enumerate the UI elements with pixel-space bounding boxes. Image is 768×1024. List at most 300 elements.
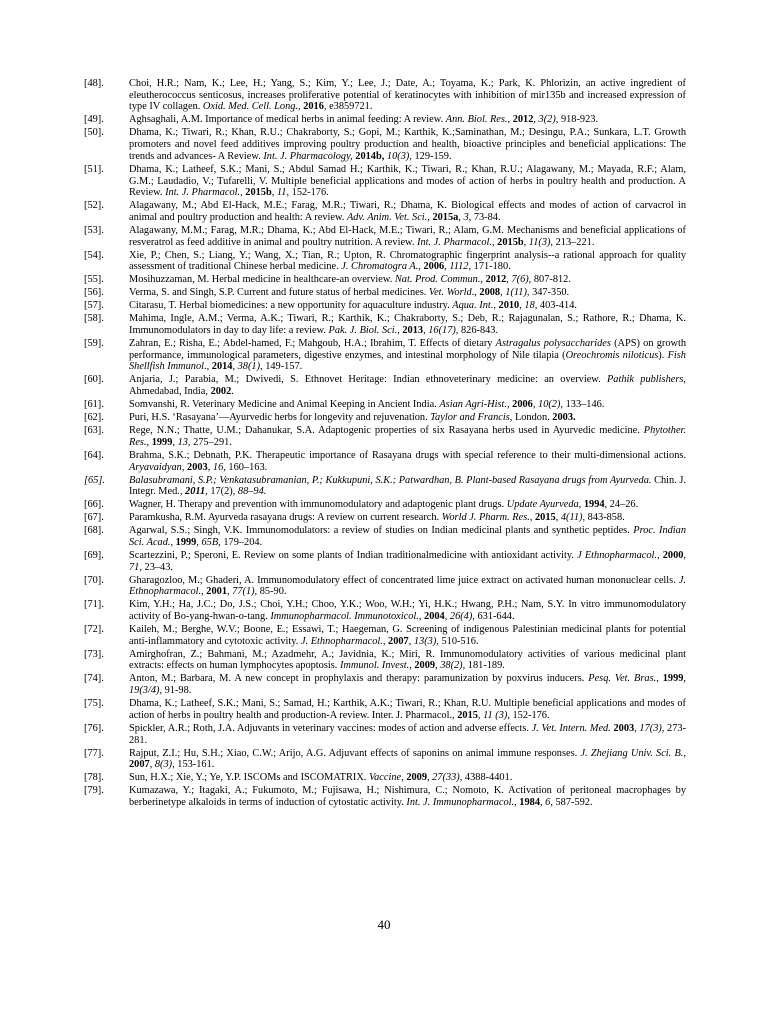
reference-text-segment: ,	[226, 586, 233, 598]
reference-text-segment: 11(3),	[528, 236, 554, 248]
reference-text-segment: 631-644.	[474, 611, 515, 623]
reference-text-segment: ,	[172, 436, 178, 448]
reference-text	[129, 475, 686, 498]
reference-number: [50].	[84, 127, 104, 139]
reference-item	[84, 374, 686, 397]
reference-text-segment: ,	[656, 673, 663, 685]
reference-text-segment: .,	[471, 287, 480, 299]
reference-text	[129, 412, 686, 424]
reference-text-segment: , 347-350.	[526, 287, 570, 299]
reference-text-segment: Update Ayurveda	[506, 499, 579, 511]
reference-number: [58].	[84, 313, 104, 325]
reference-text-segment: Int. J. Immunopharmacol.	[406, 796, 515, 808]
reference-text-segment: Asian Agri-Hist.	[439, 399, 507, 411]
reference-text-segment: ,	[408, 635, 414, 647]
reference-text-segment: Agarwal, S.S.; Singh, V.K. Immunomodulators: a review of studies on Indian medicinal plants and synthetic peptides.	[129, 525, 634, 537]
reference-text-segment: ,	[634, 722, 640, 734]
reference-text	[129, 575, 686, 598]
reference-item	[84, 338, 686, 373]
page-number: 40	[377, 917, 391, 932]
reference-text-segment: Scartezzini, P.; Speroni, E. Review on some plants of Indian traditionalmedicine with antioxidant activity.	[129, 549, 578, 561]
reference-text	[129, 399, 686, 411]
reference-text-segment: ,	[170, 536, 176, 548]
reference-text-segment: 2003	[613, 722, 635, 734]
reference-text-segment: , London.	[509, 412, 553, 424]
reference-text-segment: 133–146.	[563, 399, 605, 411]
reference-text-segment: 2010	[498, 300, 520, 312]
reference-text-segment: Anton, M.; Barbara, M. A new concept in prophylaxis and therapy: paramunization by poxvirus inducers.	[129, 673, 589, 685]
reference-text-segment: ,	[683, 549, 686, 561]
reference-item	[84, 475, 686, 498]
reference-text-segment: ,	[207, 461, 213, 473]
reference-number: [53].	[84, 224, 104, 236]
reference-text	[129, 425, 686, 448]
reference-text-segment: Pak. J. Biol. Sci.	[328, 325, 398, 337]
reference-text-segment: Oreochromis niloticus	[565, 349, 659, 361]
reference-item	[84, 499, 686, 511]
reference-text-segment: , 152-176.	[507, 709, 550, 721]
reference-text-segment: Spickler, A.R.; Roth, J.A. Adjuvants in veterinary vaccines: modes of action and adverse effects.	[129, 722, 532, 734]
reference-text-segment: .	[231, 386, 234, 398]
reference-text-segment: ,	[181, 461, 188, 473]
reference-text-segment: Aghsaghali, A.M. Importance of medical herbs in animal feeding: A review.	[129, 114, 446, 126]
reference-text-segment: ,	[492, 236, 498, 248]
reference-text	[129, 338, 686, 373]
reference-text-segment: ,	[458, 211, 464, 223]
reference-item	[84, 127, 686, 162]
reference-text-segment: Rajput, Z.I.; Hu, S.H.; Xiao, C.W.; Arijo, A.G. Adjuvant effects of saponins on animal immune responses.	[129, 747, 581, 759]
reference-text-segment: Kumazawa, Y.; Itagaki, A.; Fukumoto, M.; Fujisawa, H.; Nishimura, C.; Nomoto, K. Activation of peritoneal macrophages by berberinetype alkaloids in terms of induction of cytostatic activity.	[129, 785, 686, 808]
reference-item	[84, 550, 686, 573]
reference-number: [65].	[84, 474, 105, 486]
reference-text-segment: 10(3),	[386, 150, 412, 162]
reference-text-segment: ,	[427, 772, 433, 784]
reference-text-segment: Astragalus polysaccharides	[495, 338, 611, 350]
reference-text-segment: 2003.	[552, 412, 576, 424]
reference-text-segment: (APS) on growth performance, immunological parameters, digestive enzymes, and intestinal morphology of Nile tilapia (	[129, 338, 687, 361]
reference-item	[84, 785, 686, 808]
reference-text-segment: Kaileh, M.; Berghe, W.V.; Boone, E.; Essawi, T.; Haegeman, G. Screening of indigenous Palestinian medicinal plants for potential anti-inflammatory and cytotoxic activity.	[129, 624, 686, 647]
reference-text-segment: Anjaria, J.; Parabia, M.; Dwivedi, S. Ethnovet Heritage: Indian ethnoveterinary medicine: an overview.	[129, 374, 607, 386]
reference-text-segment: 2015b	[245, 187, 272, 199]
reference-text-segment: Chin. J. Integr. Med	[129, 474, 686, 498]
reference-text-segment: 273-281.	[129, 722, 687, 746]
reference-text-segment: Amirghofran, Z.; Bahmani, M.; Azadmehr, A.; Javidnia, K.; Miri, R. Immunomodulatory activities of various medicinal plant extracts: effects on human lymphocytes apoptosis.	[129, 648, 686, 672]
reference-text-segment: Gharagozloo, M.; Ghaderi, A. Immunomodulatory effect of concentrated lime juice extract on activated human mononuclear cells.	[129, 574, 679, 586]
reference-text-segment: 3	[463, 211, 469, 223]
reference-text-segment: 11	[276, 187, 287, 199]
reference-text-segment: ,	[444, 261, 450, 273]
reference-text-segment: 16	[212, 461, 224, 473]
reference-text-segment: Aryavaidyan	[129, 461, 182, 473]
reference-text-segment: , 23–43.	[139, 561, 173, 573]
reference-text-segment: ,	[555, 512, 561, 524]
reference-text-segment: ,	[397, 325, 403, 337]
reference-text	[129, 450, 686, 473]
reference-text-segment: Alagawany, M.M.; Farag, M.R.; Dhama, K.; Abd El-Hack, M.E.; Tiwari, R.; Alam, G.M. Mechanisms and beneficial applications of resveratrol as feed additive in animal and poultry nutrition. A review.	[129, 224, 686, 248]
reference-item	[84, 698, 686, 721]
reference-text-segment: 4388-4401.	[462, 772, 513, 784]
reference-text-segment: ,	[523, 236, 529, 248]
reference-number: [64].	[84, 449, 104, 461]
reference-item	[84, 525, 686, 548]
reference-item	[84, 673, 686, 696]
reference-text-segment: ,	[423, 325, 429, 337]
reference-text-segment: 2001	[206, 586, 227, 598]
reference-text	[129, 550, 686, 573]
reference-text-segment: Int. J. Pharmacology,	[263, 150, 353, 162]
reference-text-segment: ,	[149, 759, 155, 771]
reference-number: [76].	[84, 722, 104, 734]
reference-text-segment: 3(2),	[538, 114, 559, 126]
reference-text-segment: 1(11)	[505, 287, 527, 299]
reference-text-segment: 2014b,	[355, 150, 385, 162]
reference-text-segment: 2007	[129, 759, 150, 771]
reference-text-segment: 807-812.	[531, 274, 571, 286]
reference-item	[84, 399, 686, 411]
reference-text	[129, 225, 686, 248]
reference-number: [72].	[84, 624, 104, 636]
reference-text-segment: Fish Shellfish Immunol	[129, 349, 686, 373]
reference-text-segment: 1999	[151, 436, 173, 448]
reference-text-segment: Paramkusha, R.M. Ayurveda rasayana drugs: A review on current research.	[129, 512, 442, 524]
reference-text-segment: Taylor and Francis	[430, 412, 510, 424]
reference-text-segment: 19(3/4),	[129, 685, 163, 697]
reference-text-segment: Dhama, K.; Tiwari, R.; Khan, R.U.; Chakraborty, S.; Gopi, M.; Karthik, K.;Saminathan, M.; Desingu, P.A.; Sunkara, L.T. Growth promoters and novel feed additives improving poultry production and health, bioactive principles and beneficial applications: The trends and advances- A Review.	[129, 127, 686, 162]
reference-number: [68].	[84, 525, 104, 537]
reference-text-segment: 129-159.	[411, 150, 452, 162]
reference-text-segment: Vaccine,	[368, 772, 404, 784]
reference-text-segment: ,	[232, 361, 238, 373]
reference-text-segment: Choi, H.R.; Nam, K.; Lee, H.; Yang, S.; Kim, Y.; Lee, J.; Date, A.; Toyama, K.; Park, K. Phlorizin, an active ingredient of eleutherococcus senticosus, increases proliferative potential of keratinocytes with inhibition of mir135b and increased expression of type IV collagen.	[129, 78, 686, 113]
reference-item	[84, 274, 686, 286]
reference-item	[84, 78, 686, 113]
reference-item	[84, 723, 686, 746]
reference-text-segment: ,	[418, 261, 424, 273]
reference-item	[84, 300, 686, 312]
reference-text-segment: 2011	[185, 486, 206, 498]
reference-text-segment: Int. J. Pharmacol.	[417, 236, 492, 248]
reference-text-segment: ,	[519, 300, 525, 312]
reference-text-segment: , 73-84.	[468, 211, 501, 223]
reference-item	[84, 225, 686, 248]
reference-number: [73].	[84, 648, 104, 660]
reference-text-segment: 26(4),	[449, 611, 475, 623]
reference-text-segment: 8(3),	[154, 759, 175, 771]
reference-text-segment: 403-414.	[537, 300, 577, 312]
reference-text-segment: 6	[545, 796, 551, 808]
reference-text-segment: 2009	[414, 660, 436, 672]
reference-text	[129, 164, 686, 199]
reference-text-segment: 826-843.	[458, 325, 499, 337]
reference-text-segment: Pathik publishers	[606, 374, 684, 386]
reference-text-segment: 85-90.	[257, 586, 287, 598]
reference-text-segment: 213–221.	[553, 236, 595, 248]
reference-text-segment: 17(3),	[639, 722, 665, 734]
reference-text-segment: J. Zhejiang Univ. Sci. B.	[580, 747, 684, 759]
reference-text-segment: ,	[578, 499, 584, 511]
reference-text-segment: Immunol. Invest.	[339, 660, 410, 672]
reference-item	[84, 599, 686, 622]
reference-text-segment: 2003	[187, 461, 208, 473]
reference-text-segment: ,	[271, 187, 277, 199]
reference-number: [57].	[84, 300, 104, 312]
reference-text-segment: Phytother. Res.	[129, 425, 686, 448]
reference-text	[129, 673, 686, 696]
reference-text-segment: 2015	[457, 709, 478, 721]
reference-number: [69].	[84, 549, 104, 561]
reference-number: [67].	[84, 512, 104, 524]
reference-text-segment: Wagner, H. Therapy and prevention with immunomodulatory and adaptogenic plant drugs.	[129, 499, 507, 511]
reference-text-segment: World J. Pharm. Res.	[441, 512, 530, 524]
reference-number: [70].	[84, 574, 104, 586]
reference-item	[84, 772, 686, 784]
reference-text-segment: Puri, H.S. ‘Rasayana’—Ayurvedic herbs for longevity and rejuvenation.	[129, 412, 431, 424]
reference-text-segment: J. Ethnopharmacol.	[300, 635, 383, 647]
reference-text-segment: 4(11),	[560, 512, 586, 524]
reference-text-segment: 77(1),	[232, 586, 258, 598]
reference-text-segment: Nat. Prod. Commun.	[394, 274, 481, 286]
reference-text-segment: ,	[493, 300, 499, 312]
reference-text-segment: Adv. Anim. Vet. Sci.	[346, 211, 428, 223]
reference-text-segment: ,	[409, 660, 415, 672]
reference-number: [62].	[84, 412, 104, 424]
reference-text-segment: Oxid. Med. Cell. Long.	[202, 101, 299, 113]
reference-text-segment: 918-923.	[558, 114, 599, 126]
reference-text-segment: Pesq. Vet. Bras.	[588, 673, 657, 685]
reference-text-segment: , e3859721.	[323, 101, 373, 113]
reference-text-segment: ,	[683, 673, 687, 685]
reference-text	[129, 374, 686, 397]
reference-text-segment: Balasubramani, S.P.; Venkatasubramanian, P.; Kukkupuni, S.K.; Patwardhan, B. Plant-based Rasayana drugs from Ayurveda.	[129, 474, 652, 486]
reference-text-segment: Somvanshi, R. Veterinary Medicine and Animal Keeping in Ancient India.	[129, 399, 440, 411]
reference-text-segment: 2008	[479, 287, 501, 299]
reference-text-segment: 88–94.	[237, 486, 267, 498]
reference-item	[84, 649, 686, 672]
reference-text	[129, 114, 686, 126]
reference-text-segment: 91-98.	[162, 685, 192, 697]
reference-text-segment: 65B	[201, 536, 219, 548]
reference-text-segment: ,	[444, 611, 450, 623]
reference-text-segment: ,	[477, 709, 484, 721]
reference-text-segment: ,	[683, 747, 686, 759]
reference-text-segment: 27(33),	[432, 772, 463, 784]
reference-text-segment: Vet. World	[428, 287, 472, 299]
reference-text-segment: 71	[129, 561, 140, 573]
reference-number: [54].	[84, 249, 104, 261]
reference-text-segment: Citarasu, T. Herbal biomedicines: a new opportunity for aquaculture industry.	[129, 300, 453, 312]
reference-text-segment: Aqua. Int.	[452, 300, 494, 312]
reference-text	[129, 649, 686, 672]
reference-text-segment: 2009	[406, 772, 427, 784]
reference-text-segment: , 171-180.	[468, 261, 511, 273]
reference-number: [56].	[84, 287, 104, 299]
reference-text-segment: Dhama, K.; Latheef, S.K.; Mani, S.; Abdul Samad H.; Karthik, K.; Tiwari, R.; Khan, R.U.; Alagawany, M.; Mayada, R.F.; Alam, G.M.; Laudadio, V.; Tufarelli, V. Multiple beneficial applications and modes of action of herbs in poultry health and production. A Review.	[129, 163, 686, 199]
reference-text-segment: Kim, Y.H.; Ha, J.C.; Do, J.S.; Choi, Y.H.; Choo, Y.K.; Woo, W.H.; Yi, H.K.; Hwang, P.H.; Nam, S.Y. In vitro immunomodulatory activity of Bo-yang-hwan-o-tang.	[129, 599, 686, 623]
reference-text-segment: J. Chromatogra A.	[341, 261, 419, 273]
reference-text	[129, 78, 686, 113]
reference-text-segment: , 24–26.	[604, 499, 639, 511]
reference-number: [51].	[84, 163, 104, 175]
reference-item	[84, 114, 686, 126]
reference-text-segment: 843-858.	[585, 512, 625, 524]
reference-text-segment: Alagawany, M.; Abd El-Hack, M.E.; Farag, M.R.; Tiwari, R.; Dhama, K. Biological effects and modes of action of carvacrol in animal and poultry production and health: A review.	[129, 200, 686, 223]
reference-text	[129, 127, 686, 162]
reference-text-segment: Rege, N.N.; Thatte, U.M.; Dahanukar, S.A. Adaptogenic properties of six Rasayana herbs used in Ayurvedic medicine.	[129, 425, 644, 437]
reference-text-segment: 2015b	[497, 236, 524, 248]
reference-text-segment: Mosihuzzaman, M. Herbal medicine in healthcare-an overview.	[129, 274, 395, 286]
reference-number: [59].	[84, 338, 104, 350]
reference-text-segment: , 587-592.	[550, 796, 593, 808]
reference-text-segment: ,	[418, 611, 425, 623]
reference-text-segment: 7(6),	[511, 274, 532, 286]
reference-text-segment: ,	[500, 287, 506, 299]
reference-text-segment: ,	[656, 549, 663, 561]
reference-number: [48].	[84, 78, 104, 89]
reference-text-segment: Verma, S. and Singh, S.P. Current and future status of herbal medicines.	[129, 287, 429, 299]
reference-text-segment: ,	[533, 114, 539, 126]
reference-text-segment: J. Ethnopharmacol.	[129, 574, 686, 598]
reference-text	[129, 512, 686, 524]
reference-text-segment: Brahma, S.K.; Debnath, P.K. Therapeutic importance of Rasayana drugs with special reference to their multi-dimensional actions.	[129, 449, 686, 461]
reference-text-segment: 1984	[519, 796, 540, 808]
reference-item	[84, 200, 686, 223]
reference-number: [66].	[84, 499, 104, 511]
reference-text-segment: ,	[532, 399, 539, 411]
reference-item	[84, 250, 686, 273]
reference-item	[84, 512, 686, 524]
reference-text-segment: Immunopharmacol. Immunotoxicol.	[270, 611, 419, 623]
reference-text-segment: ,	[480, 274, 486, 286]
reference-text-segment: 2007	[388, 635, 409, 647]
reference-item	[84, 425, 686, 448]
reference-text-segment: ,	[506, 399, 513, 411]
reference-text-segment: Xie, P.; Chen, S.; Liang, Y.; Wang, X.; Tian, R.; Upton, R. Chromatographic fingerprint analysis--a rational approach for quality assessment of traditional Chinese herbal medicine.	[129, 249, 686, 273]
reference-text-segment: Zahran, E.; Risha, E.; Abdel-hamed, F.; Mahgoub, H.A.; Ibrahim, T. Effects of dietary	[129, 338, 496, 350]
reference-text-segment: , 152-176.	[286, 187, 329, 199]
reference-text-segment: ,	[529, 512, 535, 524]
reference-text-segment: Int. J. Pharmacol.	[165, 187, 241, 199]
reference-number: [61].	[84, 399, 104, 411]
reference-list	[84, 78, 686, 809]
reference-text-segment: Proc. Indian Sci. Acad.	[129, 525, 687, 548]
reference-text	[129, 785, 686, 808]
reference-number: [49].	[84, 114, 104, 126]
reference-item	[84, 287, 686, 299]
reference-text	[129, 698, 686, 721]
reference-item	[84, 412, 686, 424]
reference-text-segment: 1999	[662, 673, 684, 685]
reference-text-segment: 13	[177, 436, 188, 448]
reference-text	[129, 624, 686, 647]
reference-text-segment: , Ahmedabad, India,	[129, 374, 686, 398]
reference-text-segment: , 179–204.	[218, 536, 263, 548]
reference-text-segment: 38(1),	[237, 361, 263, 373]
reference-number: [74].	[84, 673, 104, 685]
reference-text-segment: 2015a	[432, 211, 459, 223]
reference-text-segment: 2002	[210, 386, 232, 398]
reference-text-segment: .,	[204, 361, 212, 373]
reference-text-segment: , 160–163.	[223, 461, 268, 473]
reference-text-segment: 10(2),	[538, 399, 564, 411]
reference-text-segment: ,	[435, 660, 441, 672]
reference-text-segment: ,	[240, 187, 246, 199]
reference-item	[84, 624, 686, 647]
reference-text-segment: 38(2),	[440, 660, 466, 672]
reference-text-segment: Dhama, K.; Latheef, S.K.; Mani, S.; Samad, H.; Karthik, A.K.; Tiwari, R.; Khan, R.U. Multiple beneficial applications and modes of action of herbs in poultry health and production-A review. Inter. J. Pharmacol.,	[129, 698, 686, 721]
reference-text-segment: 2006	[512, 399, 533, 411]
reference-text	[129, 274, 686, 286]
reference-text	[129, 748, 686, 771]
reference-text-segment: 1999	[175, 536, 197, 548]
reference-number: [60].	[84, 374, 104, 386]
reference-text	[129, 200, 686, 223]
reference-text-segment: 2012	[512, 114, 534, 126]
reference-number: [78].	[84, 772, 104, 784]
reference-text-segment: 149-157.	[262, 361, 303, 373]
reference-text	[129, 499, 686, 511]
reference-text-segment: 2016	[303, 101, 324, 113]
reference-number: [77].	[84, 747, 104, 759]
reference-text-segment: ,	[298, 101, 304, 113]
reference-number: [52].	[84, 200, 104, 212]
reference-text	[129, 300, 686, 312]
reference-text-segment: , 17(2),	[205, 486, 238, 498]
reference-text	[129, 287, 686, 299]
reference-text-segment: .,	[177, 486, 183, 498]
reference-text-segment: 2013	[402, 325, 424, 337]
reference-number: [71].	[84, 599, 104, 611]
reference-text	[129, 313, 686, 336]
reference-text-segment: ,	[382, 635, 389, 647]
reference-text	[129, 772, 686, 784]
reference-text	[129, 599, 686, 622]
reference-text-segment: ,	[514, 796, 520, 808]
reference-text-segment: 13(3),	[413, 635, 439, 647]
reference-text	[129, 250, 686, 273]
reference-item	[84, 450, 686, 473]
reference-text-segment: 2000	[662, 549, 684, 561]
reference-text-segment: 11 (3)	[483, 709, 508, 721]
reference-text	[129, 525, 686, 548]
reference-item	[84, 313, 686, 336]
reference-item	[84, 748, 686, 771]
reference-text-segment: Sun, H.X.; Xie, Y.; Ye, Y.P. ISCOMs and ISCOMATRIX.	[129, 772, 369, 784]
reference-text-segment: J Ethnopharmacol.	[577, 549, 657, 561]
reference-text-segment: 2015	[535, 512, 556, 524]
reference-text-segment: ,	[201, 586, 207, 598]
reference-text-segment: 153-161.	[174, 759, 215, 771]
reference-text-segment: 510-516.	[438, 635, 479, 647]
reference-text-segment: ,	[539, 796, 546, 808]
reference-text-segment: ,	[507, 114, 513, 126]
reference-text-segment: , 275–291.	[187, 436, 232, 448]
reference-text-segment: 2004	[424, 611, 445, 623]
reference-text	[129, 723, 686, 746]
reference-item	[84, 164, 686, 199]
reference-number: [79].	[84, 785, 104, 797]
reference-text-segment: Ann. Biol. Res.	[445, 114, 508, 126]
reference-text-segment: 18,	[524, 300, 538, 312]
reference-text-segment: 181-189.	[465, 660, 505, 672]
reference-text-segment: 2014	[211, 361, 233, 373]
reference-number: [55].	[84, 274, 104, 286]
reference-text-segment: J. Vet. Intern. Med.	[531, 722, 611, 734]
reference-text-segment: ,	[196, 536, 202, 548]
reference-text-segment: ).	[658, 349, 668, 361]
reference-text-segment: 1112	[449, 261, 469, 273]
reference-text-segment: ,	[427, 211, 433, 223]
